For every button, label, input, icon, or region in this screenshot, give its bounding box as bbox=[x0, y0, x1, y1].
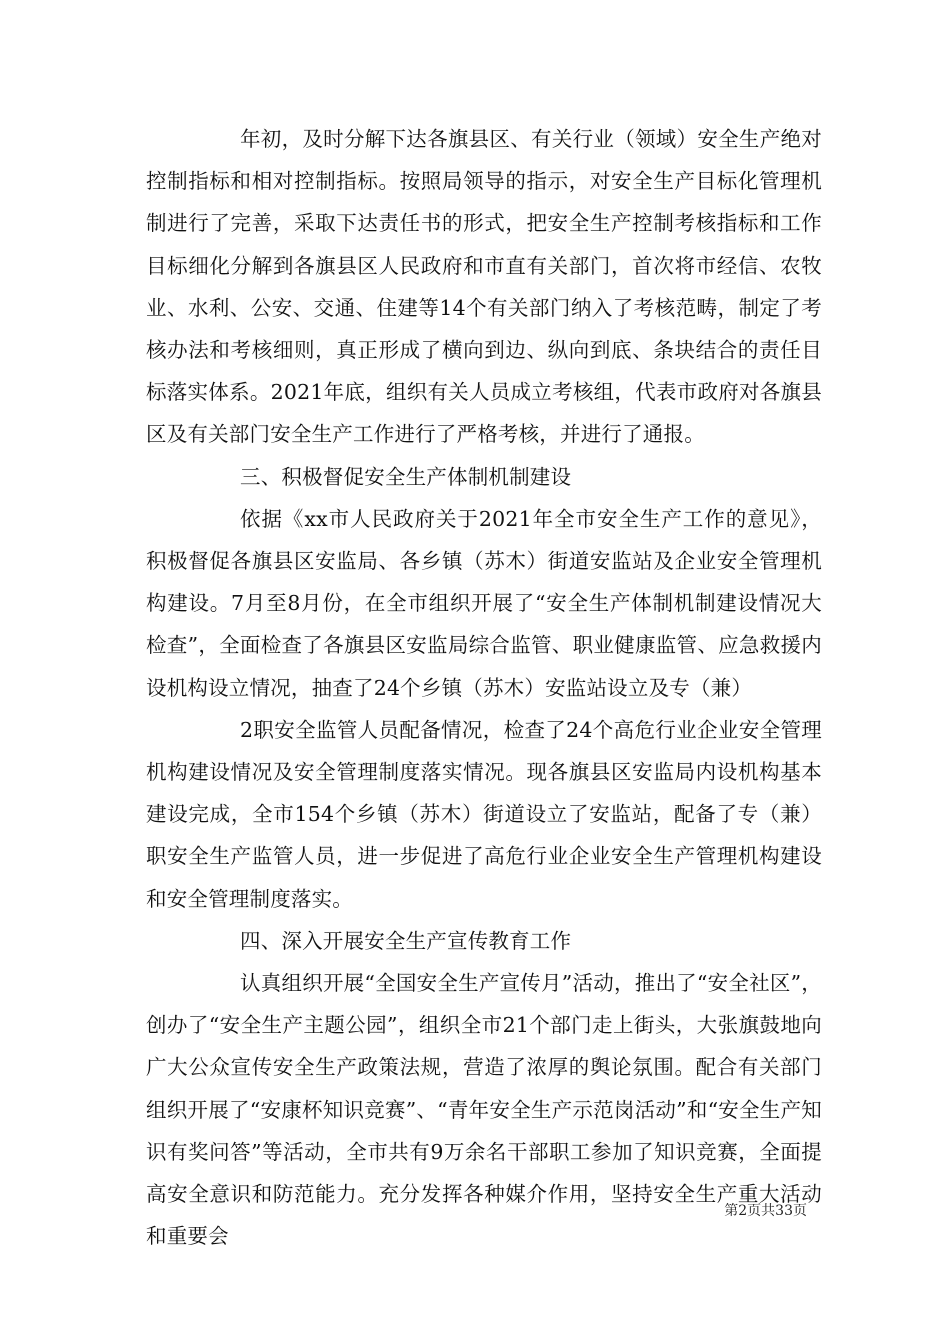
paragraph-institution-building: 依据《xx市人民政府关于2021年全市安全生产工作的意见》，积极督促各旗县区安监局、各乡镇（苏木）街道安监站及企业安全管理机构建设。7月至8月份，在全市组织开展了“安全生产体制机制建设情况大检查”，全面检查了各旗县区安监局综合监管、职业健康监管、应急救援内设机构设立情况，抽查了24个乡镇（苏木）安监站设立及专（兼） bbox=[146, 506, 822, 700]
paragraph-target-assessment: 年初，及时分解下达各旗县区、有关行业（领域）安全生产绝对控制指标和相对控制指标。按照局领导的指示，对安全生产目标化管理机制进行了完善，采取下达责任书的形式，把安全生产控制考核指标和工作目标细化分解到各旗县区人民政府和市直有关部门，首次将市经信、农牧业、水利、公安、交通、住建等14个有关部门纳入了考核范畴，制定了考核办法和考核细则，真正形成了横向到边、纵向到底、条块结合的责任目标落实体系。2021年底，组织有关人员成立考核组，代表市政府对各旗县区及有关部门安全生产工作进行了严格考核，并进行了通报。 bbox=[146, 127, 822, 447]
section-heading-3: 三、积极督促安全生产体制机制建设 bbox=[240, 464, 572, 489]
section-heading-4: 四、深入开展安全生产宣传教育工作 bbox=[240, 928, 572, 953]
document-body bbox=[146, 118, 822, 1257]
paragraph-publicity: 认真组织开展“全国安全生产宣传月”活动，推出了“安全社区”，创办了“安全生产主题公园”，组织全市21个部门走上街头，大张旗鼓地向广大公众宣传安全生产政策法规，营造了浓厚的舆论氛围。配合有关部门组织开展了“安康杯知识竞赛”、“青年安全生产示范岗活动”和“安全生产知识有奖问答”等活动，全市共有9万余名干部职工参加了知识竞赛，全面提高安全意识和防范能力。充分发挥各种媒介作用，坚持安全生产重大活动和重要会 bbox=[146, 971, 822, 1249]
paragraph-staffing: 2职安全监管人员配备情况，检查了24个高危行业企业安全管理机构建设情况及安全管理制度落实情况。现各旗县区安监局内设机构基本建设完成，全市154个乡镇（苏木）街道设立了安监站，配备了专（兼）职安全生产监管人员，进一步促进了高危行业企业安全生产管理机构建设和安全管理制度落实。 bbox=[146, 717, 822, 911]
page-number-footer: 第2页共33页 bbox=[724, 1203, 807, 1219]
